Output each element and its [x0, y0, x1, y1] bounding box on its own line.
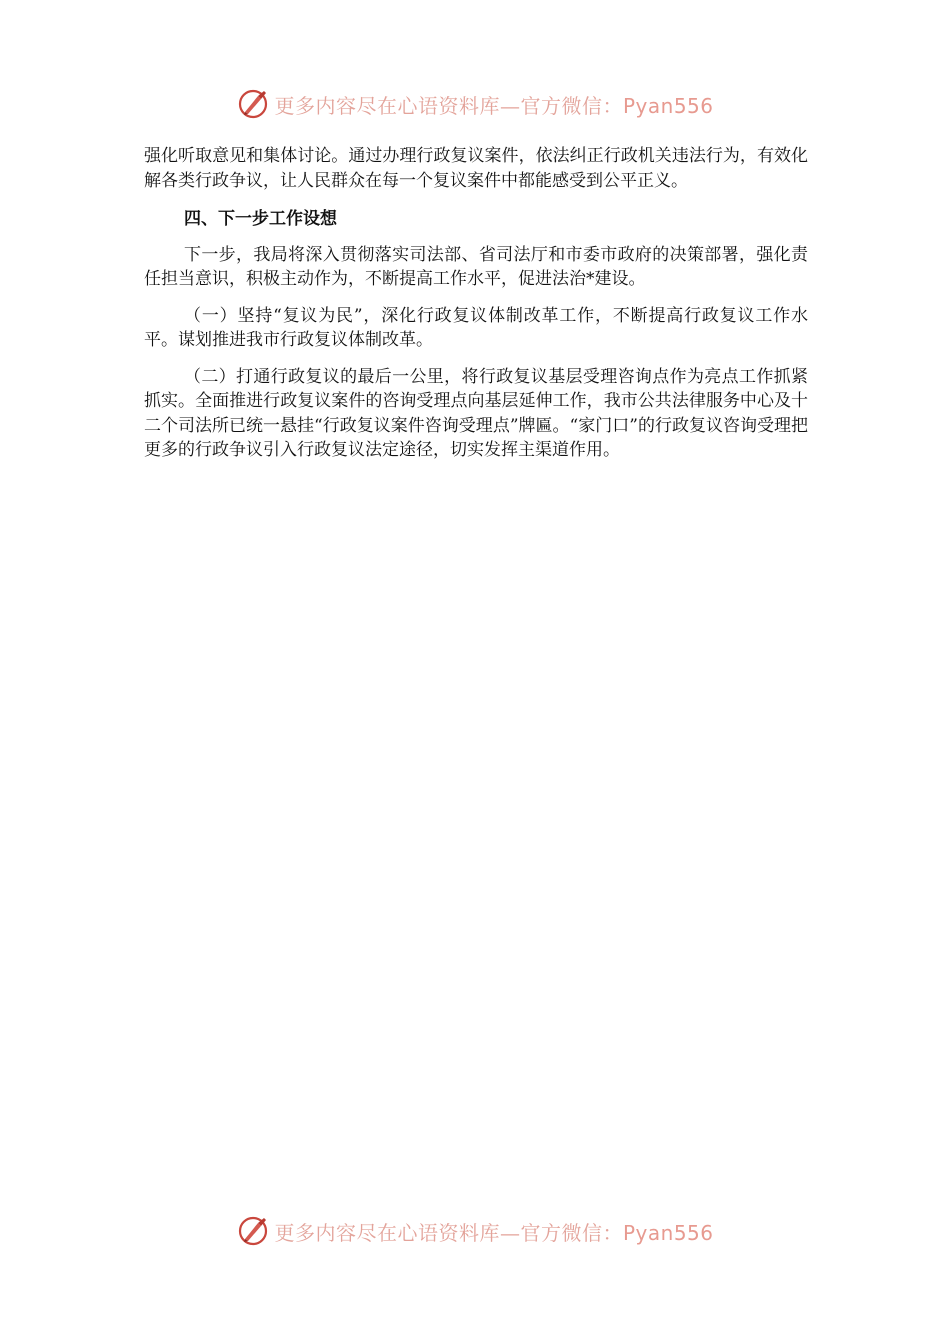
watermark-text: 更多内容尽在心语资料库—官方微信：Pyan556: [274, 1220, 714, 1245]
footer-watermark: [0, 1211, 950, 1251]
paragraph-next-step: 下一步，我局将深入贯彻落实司法部、省司法厅和市委市政府的决策部署，强化责任担当意识，积极主动作为，不断提高工作水平，促进法治*建设。: [144, 244, 808, 289]
wechat-id: Pyan556: [622, 1220, 714, 1245]
document-body: [144, 144, 808, 475]
watermark-text: 更多内容尽在心语资料库—官方微信：Pyan556: [274, 93, 714, 118]
header-watermark: [0, 84, 950, 124]
paragraph-item-one: （一）坚持“复议为民”，深化行政复议体制改革工作，不断提高行政复议工作水平。谋划推进我市行政复议体制改革。: [144, 305, 808, 350]
section-heading: 四、下一步工作设想: [184, 209, 337, 229]
paragraph-continued: 强化听取意见和集体讨论。通过办理行政复议案件，依法纠正行政机关违法行为，有效化解各类行政争议，让人民群众在每一个复议案件中都能感受到公平正义。: [144, 146, 808, 191]
quill-seal-icon: [236, 87, 270, 121]
paragraph-item-two: （二）打通行政复议的最后一公里，将行政复议基层受理咨询点作为亮点工作抓紧抓实。全面推进行政复议案件的咨询受理点向基层延伸工作，我市公共法律服务中心及十二个司法所已统一悬挂“行政复议案件咨询受理点”牌匾。“家门口”的行政复议咨询受理把更多的行政争议引入行政复议法定途径，切实发挥主渠道作用。: [144, 366, 808, 460]
wechat-id: Pyan556: [622, 93, 714, 118]
quill-seal-icon: [236, 1214, 270, 1248]
